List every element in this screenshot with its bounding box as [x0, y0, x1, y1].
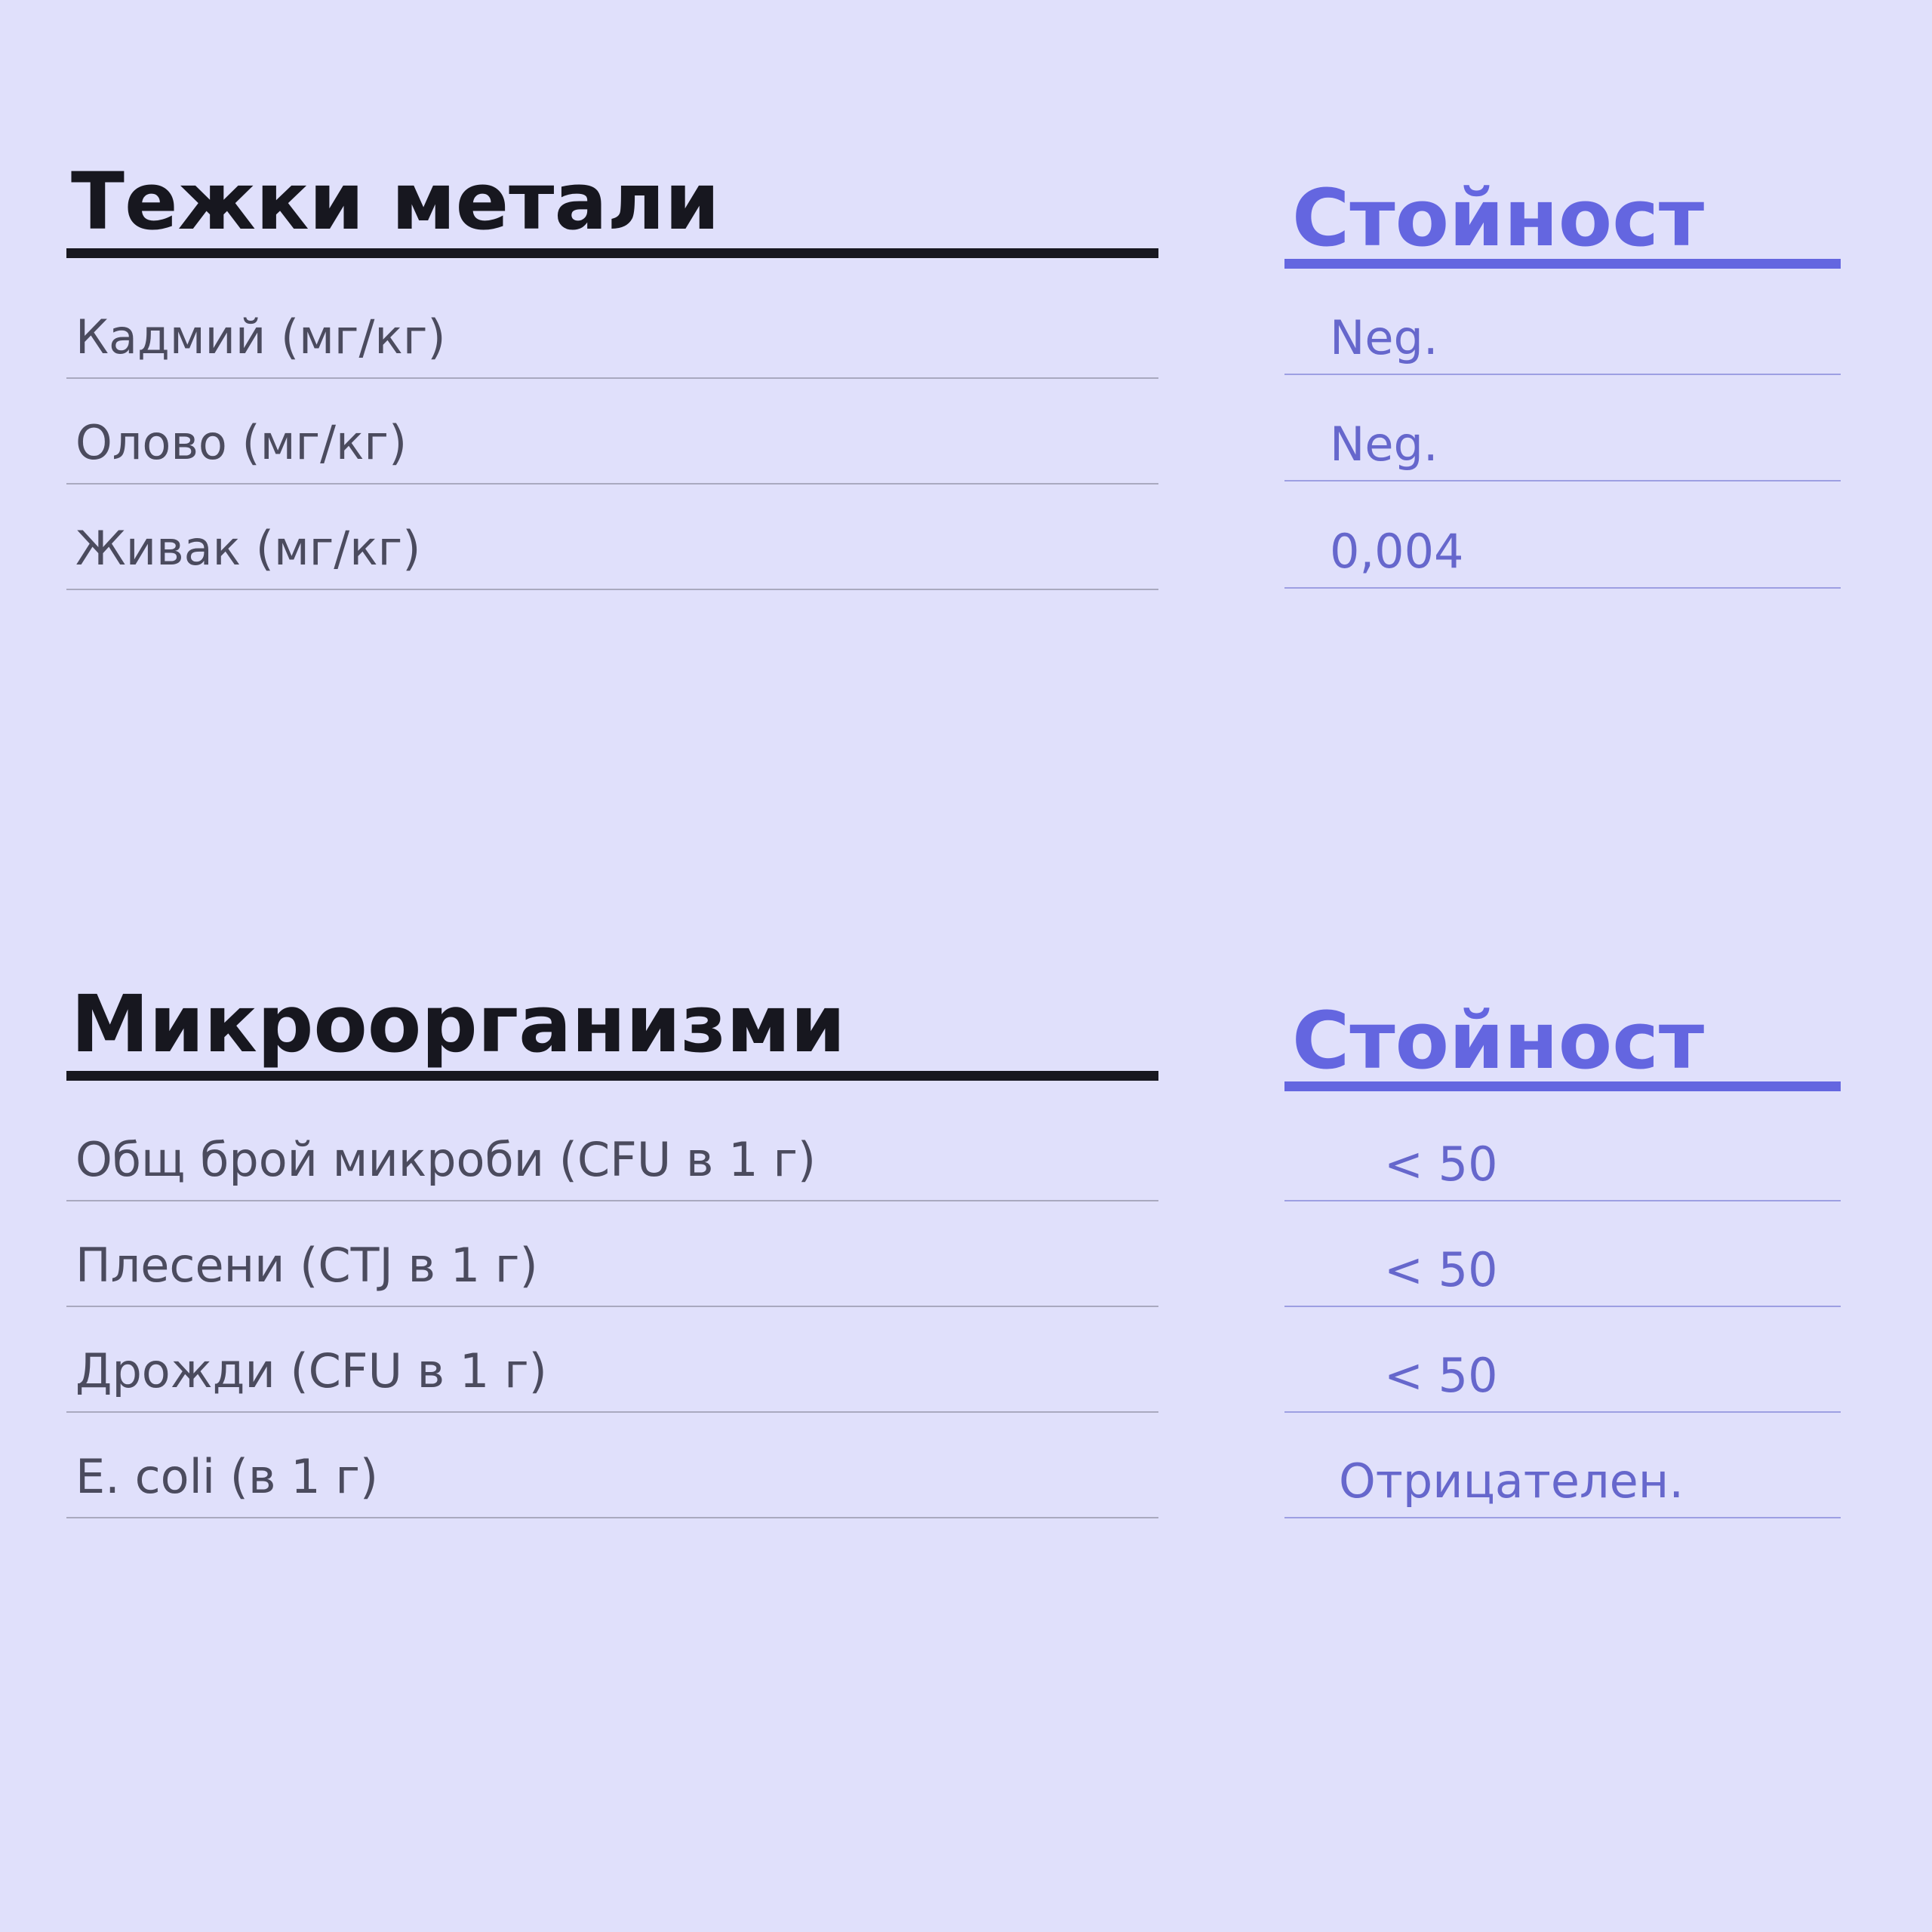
cadmium-label: Кадмий (мг/кг): [75, 309, 446, 365]
table-row-molds-value: [1284, 1201, 1841, 1307]
table-row-lead-label: [66, 379, 1158, 485]
total-microbes-value: < 50: [1384, 1137, 1498, 1192]
heavy-metals-value-header: [1284, 170, 1841, 269]
table-row-yeasts-label: [66, 1307, 1158, 1413]
microorganisms-value-header: [1284, 992, 1841, 1091]
yeasts-value: < 50: [1384, 1348, 1498, 1403]
table-row-lead-value: [1284, 376, 1841, 481]
microorganisms-header: [66, 978, 1158, 1081]
molds-label: Плесени (CTJ в 1 г): [75, 1238, 538, 1293]
table-row-total-microbes-value: [1284, 1096, 1841, 1201]
heavy-metals-title: Тежки метали: [71, 155, 720, 248]
mercury-value: 0,004: [1330, 524, 1464, 579]
table-row-cadmium-value: [1284, 269, 1841, 375]
ecoli-value: Отрицателен.: [1339, 1454, 1684, 1509]
table-row-ecoli-label: [66, 1413, 1158, 1518]
table-row-molds-label: [66, 1201, 1158, 1307]
ecoli-label: E. coli (в 1 г): [75, 1449, 379, 1504]
table-row-cadmium-label: [66, 273, 1158, 379]
microorganisms-value-title: Стойност: [1292, 995, 1705, 1087]
heavy-metals-value-title: Стойност: [1292, 172, 1705, 264]
lead-label: Олово (мг/кг): [75, 415, 408, 470]
table-row-mercury-label: [66, 485, 1158, 590]
total-microbes-label: Общ брой микроби (CFU в 1 г): [75, 1132, 817, 1187]
heavy-metals-header: [66, 155, 1158, 258]
yeasts-label: Дрожди (CFU в 1 г): [75, 1343, 547, 1398]
table-row-total-microbes-label: [66, 1096, 1158, 1201]
microorganisms-title: Микроорганизми: [71, 978, 846, 1070]
lead-value: Neg.: [1330, 417, 1438, 472]
table-row-ecoli-value: [1284, 1413, 1841, 1518]
table-row-mercury-value: [1284, 483, 1841, 589]
table-row-yeasts-value: [1284, 1307, 1841, 1413]
mercury-label: Живак (мг/кг): [75, 521, 421, 576]
cadmium-value: Neg.: [1330, 310, 1438, 365]
molds-value: < 50: [1384, 1242, 1498, 1297]
